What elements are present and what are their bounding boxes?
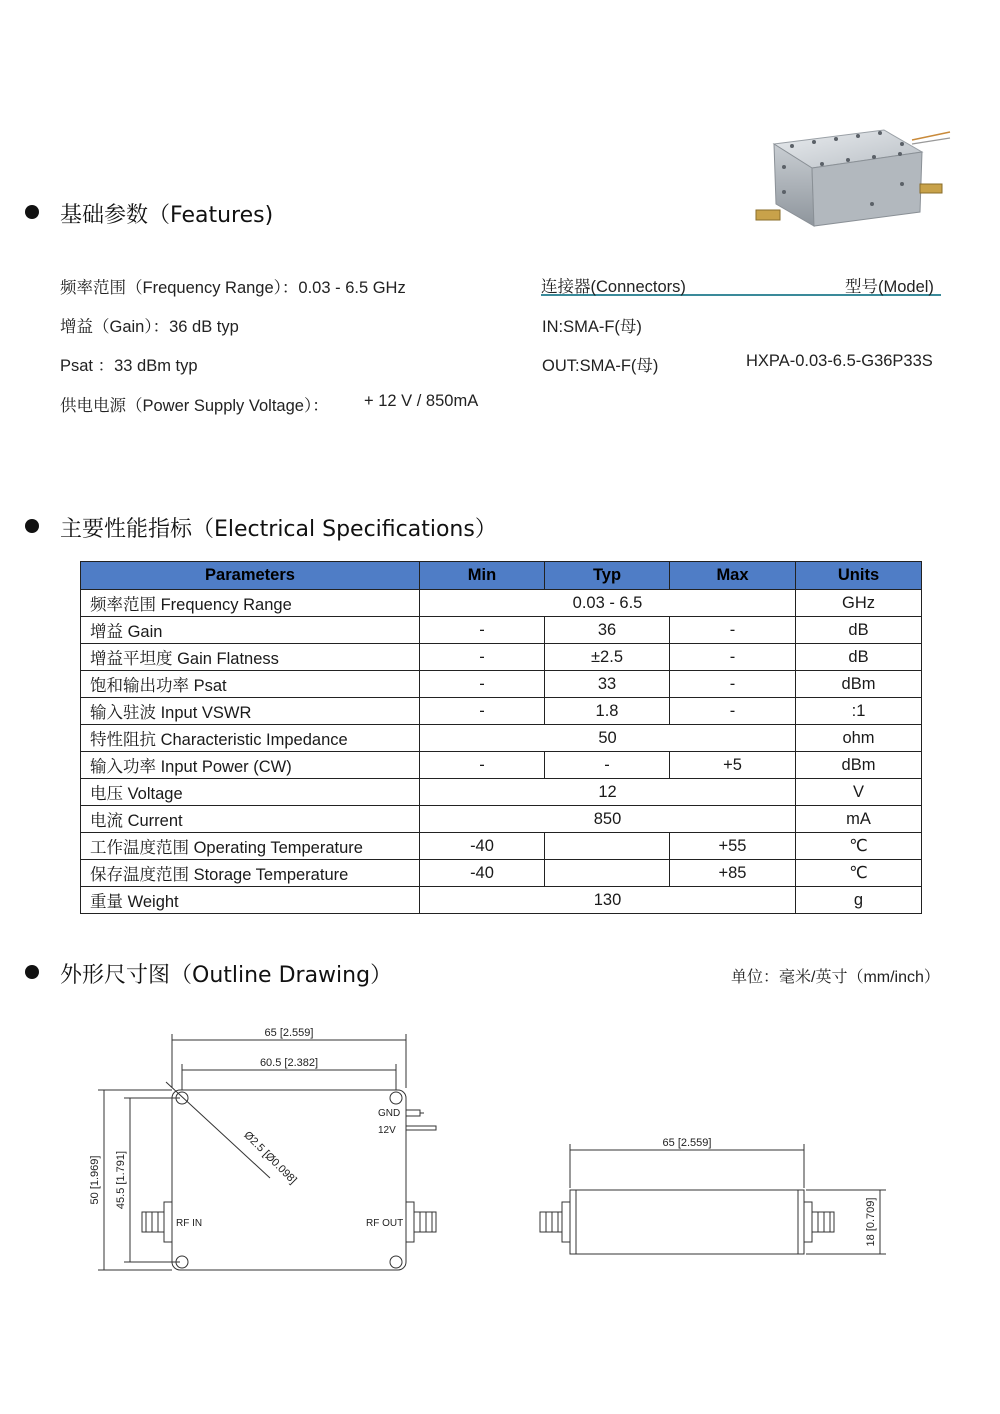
table-row [81,752,922,779]
value-span-cell: 850 [420,806,796,833]
table-row [81,779,922,806]
side-view-body [570,1190,804,1254]
dim-inner-height: 45.5 [1.791] [115,1150,127,1210]
dim-inner-width: 60.5 [2.382] [259,1057,319,1069]
param-cell: 重量 Weight [81,887,420,914]
units-cell: dB [796,617,922,644]
table-row [81,833,922,860]
param-cell: 输入驻波 Input VSWR [81,698,420,725]
units-cell: mA [796,806,922,833]
value-span-cell: 0.03 - 6.5 [420,590,796,617]
mount-hole-icon [390,1256,402,1268]
section-bullet [25,519,39,533]
connectors-header [541,272,941,296]
typ-cell: ±2.5 [545,644,670,671]
max-cell: - [670,617,796,644]
dim-width: 65 [2.559] [264,1027,314,1039]
header-typ: Typ [545,562,670,590]
param-cell: 增益 Gain [81,617,420,644]
min-cell: - [420,671,545,698]
spec-header-row [81,562,922,590]
units-cell: ohm [796,725,922,752]
specs-title: 主要性能指标（Electrical Specifications） [60,517,497,542]
table-row [81,806,922,833]
header-max: Max [670,562,796,590]
units-cell: g [796,887,922,914]
units-cell: GHz [796,590,922,617]
units-cell: V [796,779,922,806]
feature-frequency: 频率范围（Frequency Range）：0.03 - 6.5 GHz [60,279,406,297]
outline-drawing [80,1020,960,1280]
model-header-label: 型号(Model) [845,278,934,296]
typ-cell: 33 [545,671,670,698]
typ-cell: 1.8 [545,698,670,725]
units-cell: dBm [796,671,922,698]
value-span-cell: 130 [420,887,796,914]
table-row [81,860,922,887]
table-row [81,671,922,698]
outline-title: 外形尺寸图（Outline Drawing） [60,963,393,988]
table-row [81,617,922,644]
param-cell: 保存温度范围 Storage Temperature [81,860,420,887]
label-rf-in: RF IN [176,1218,203,1229]
param-cell: 频率范围 Frequency Range [81,590,420,617]
param-cell: 增益平坦度 Gain Flatness [81,644,420,671]
units-cell: ℃ [796,860,922,887]
connector-out: OUT:SMA-F(母) [542,357,659,375]
max-cell: +85 [670,860,796,887]
typ-cell [545,860,670,887]
param-cell: 饱和输出功率 Psat [81,671,420,698]
section-bullet [25,965,39,979]
typ-cell [545,833,670,860]
feature-power-label: 供电电源（Power Supply Voltage）： [60,397,329,415]
product-photo [752,122,952,262]
label-gnd: GND [378,1108,401,1119]
feature-gain: 增益（Gain）：36 dB typ [60,318,239,336]
spec-table [80,561,922,914]
table-row [81,698,922,725]
units-cell: dBm [796,752,922,779]
param-cell: 输入功率 Input Power (CW) [81,752,420,779]
max-cell: - [670,671,796,698]
feature-psat: Psat ：33 dBm typ [60,357,198,375]
min-cell: - [420,617,545,644]
typ-cell: 36 [545,617,670,644]
header-parameters: Parameters [81,562,420,590]
units-note: 单位：毫米/英寸（mm/inch） [731,969,940,986]
dim-side-width: 65 [2.559] [662,1137,712,1149]
max-cell: +55 [670,833,796,860]
connector-in: IN:SMA-F(母) [542,318,642,336]
min-cell: -40 [420,833,545,860]
table-row [81,725,922,752]
label-rf-out: RF OUT [366,1218,404,1229]
units-cell: :1 [796,698,922,725]
section-bullet [25,205,39,219]
features-title: 基础参数（Features) [60,203,274,228]
dim-hole: Ø2.5 [Ø0.098] [241,1129,299,1187]
typ-cell: - [545,752,670,779]
min-cell: - [420,644,545,671]
label-12v: 12V [378,1125,396,1136]
feature-power-value: + 12 V / 850mA [364,392,479,410]
max-cell: - [670,644,796,671]
param-cell: 特性阻抗 Characteristic Impedance [81,725,420,752]
max-cell: +5 [670,752,796,779]
model-number: HXPA-0.03-6.5-G36P33S [746,352,933,370]
dim-height: 50 [1.969] [89,1155,101,1205]
value-span-cell: 50 [420,725,796,752]
param-cell: 电压 Voltage [81,779,420,806]
header-units: Units [796,562,922,590]
param-cell: 电流 Current [81,806,420,833]
table-row [81,887,922,914]
dim-side-height: 18 [0.709] [865,1197,877,1247]
units-cell: ℃ [796,833,922,860]
param-cell: 工作温度范围 Operating Temperature [81,833,420,860]
units-cell: dB [796,644,922,671]
max-cell: - [670,698,796,725]
value-span-cell: 12 [420,779,796,806]
table-row [81,590,922,617]
header-min: Min [420,562,545,590]
min-cell: - [420,752,545,779]
min-cell: -40 [420,860,545,887]
mount-hole-icon [390,1092,402,1104]
table-row [81,644,922,671]
min-cell: - [420,698,545,725]
connectors-header-label: 连接器(Connectors) [541,278,686,296]
